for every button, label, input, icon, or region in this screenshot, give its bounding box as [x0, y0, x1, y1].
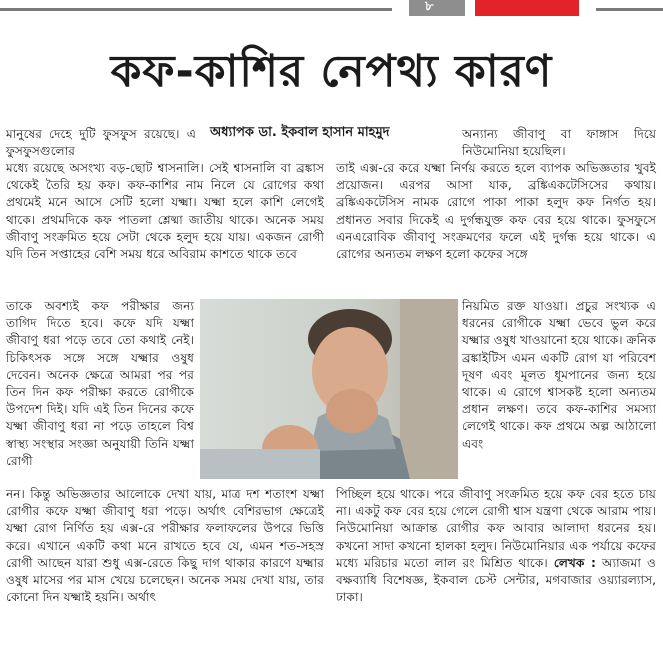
right-upper-block: তাই এক্স-রে করে যক্ষ্মা নির্ণয় করতে হলে ব্যাপক অভিজ্ঞতার খুবই প্রয়োজন। এরপর আসা যাক, ব্রঙ্কিএকটেসিসের কথায়। ব্রঙ্কিএকটেসিস নামক রোগে পাকা পাকা হলুদ কফ নির্গত হয়। প্রধানত সবার দিকেই এ দুর্গন্ধযুক্ত কফ বের হয়ে থাকে। ফুসফুসে এনএরোবিক জীবাণু সংক্রমণের ফলে এই দুর্গন্ধ হয়ে থাকে। এ রোগের অন্যতম লক্ষণ হলো কফের সঙ্গে	[336, 161, 656, 262]
headline: কফ-কাশির নেপথ্য কারণ	[110, 46, 553, 97]
left-middle-block: তাকে অবশ্যই কফ পরীক্ষার জন্য তাগিদ দিতে হবে। কফে যদি যক্ষ্মা জীবাণু ধরা পড়ে তবে তো কথাই নেই। চিকিৎসক সঙ্গে সঙ্গে যক্ষ্মার ওষুধ দেবেন। অনেক ক্ষেত্রে আমরা পর পর তিন দিন কফ পরীক্ষা করতে রোগীকে উপদেশ দিই। যদি এই তিন দিনের কফে যক্ষ্মা জীবাণু ধরা না পড়ে তাহলে বিশ্ব স্বাস্থ্য সংস্থার সংজ্ঞা অনুযায়ী তিনি যক্ষ্মা রোগী	[6, 299, 194, 468]
article-photo-coughing-man	[200, 299, 458, 479]
page-number-tab	[409, 0, 465, 16]
main-left-block: মধ্যে রয়েছে অসংখ্য বড়-ছোট শ্বাসনালি। সেই শ্বাসনালি বা ব্রঙ্কাস থেকেই তৈরি হয় কফ। কফ-কাশির নাম নিলে যে রোগের কথা প্রথমেই মনে আসে সেটি হলো যক্ষ্মা। যক্ষ্মা হলে কাশি লেগেই থাকে। প্রথমদিকে কফ পাতলা শ্লেষ্মা জাতীয় থাকে। অনেক সময় জীবাণু সংক্রমিত হয়ে সেটা থেকে হলুদ হয়ে যায়। একজন রোগী যদি তিন সপ্তাহের বেশি সময় ধরে অবিরাম কাশতে থাকে তবে	[6, 161, 324, 262]
byline-text: অ্যাজমা ও বক্ষব্যাধি বিশেষজ্ঞ, ইকবাল চেস্ট সেন্টার, মগবাজার ওয়্যারল্যাস, ঢাকা।	[336, 555, 656, 605]
page-number: ৮	[425, 0, 434, 14]
left-bottom-block: নন। কিন্তু অভিজ্ঞতার আলোকে দেখা যায়, মাত্র দশ শতাংশ যক্ষ্মা রোগীর কফে যক্ষ্মা জীবাণু ধরা পড়ে। অর্থাৎ বেশিরভাগ ক্ষেত্রেই যক্ষ্মা রোগ নির্ণিত হয় এক্স-রে পরীক্ষার ফলাফলের উপরে ভিত্তি করে। এখানে একটি কথা মনে রাখতে হবে যে, এমন শত-সহস্র রোগী আছেন যারা শুধু এক্স-রেতে কিছু দাগ থাকার কারণে যক্ষ্মার ওষুধ মাসের পর মাস খেয়ে চলেছেন। অনেক সময় দেখা যায়, তার কোনো দিন যক্ষ্মাই হয়নি। অর্থাৎ	[6, 487, 324, 605]
right-top-text: অন্যান্য জীবাণু বা ফাঙ্গাস দিয়ে নিউমোনিয়া হয়েছিল।	[462, 127, 656, 159]
byline-label: লেখক :	[553, 555, 596, 570]
masthead-bar	[0, 0, 663, 18]
right-bottom-text: পিচ্ছিল হয়ে থাকে। পরে জীবাণু সংক্রমিত হয়ে কফ বের হতে চায় না। একটু কফ বের হয়ে গেলে রোগী শ্বাস যন্ত্রণা থেকে আরাম পায়। নিউমোনিয়া আক্রান্ত রোগীর কফ আবার আলাদা ধরনের হয়। কখনো সাদা কখনো হালকা হলুদ। নিউমোনিয়ার এক পর্যায়ে কফের মধ্যে মরিচার মতো লাল রং মিশ্রিত থাকে।	[336, 487, 656, 570]
masthead-rule-right	[596, 8, 663, 11]
section-tab-red	[475, 0, 579, 16]
right-middle-block: নিয়মিত রক্ত যাওয়া। প্রচুর সংখ্যক এ ধরনের রোগীকে যক্ষ্মা ভেবে ভুল করে যক্ষ্মার ওষুধ খাওয়ানো হয়ে থাকে। ক্রনিক ব্রঙ্কাইটিস এমন একটি রোগ যা পরিবেশ দূষণ এবং মূলত ধূমপানের জন্য হয়ে থাকে। এ রোগে শ্বাসকষ্ট হলো অন্যতম প্রধান লক্ষণ। তবে কফ-কাশির সমস্যা লেগেই থাকে। কফ প্রথমে অল্প আঠালো এবং	[462, 299, 656, 451]
author-line: অধ্যাপক ডা. ইকবাল হাসান মাহমুদ	[210, 125, 390, 140]
masthead-rule-left	[0, 8, 392, 11]
right-bottom-block	[336, 486, 656, 606]
left-top-text: মানুষের দেহে দুটি ফুসফুস রয়েছে। এ ফুসফুসগুলোর	[6, 127, 196, 159]
